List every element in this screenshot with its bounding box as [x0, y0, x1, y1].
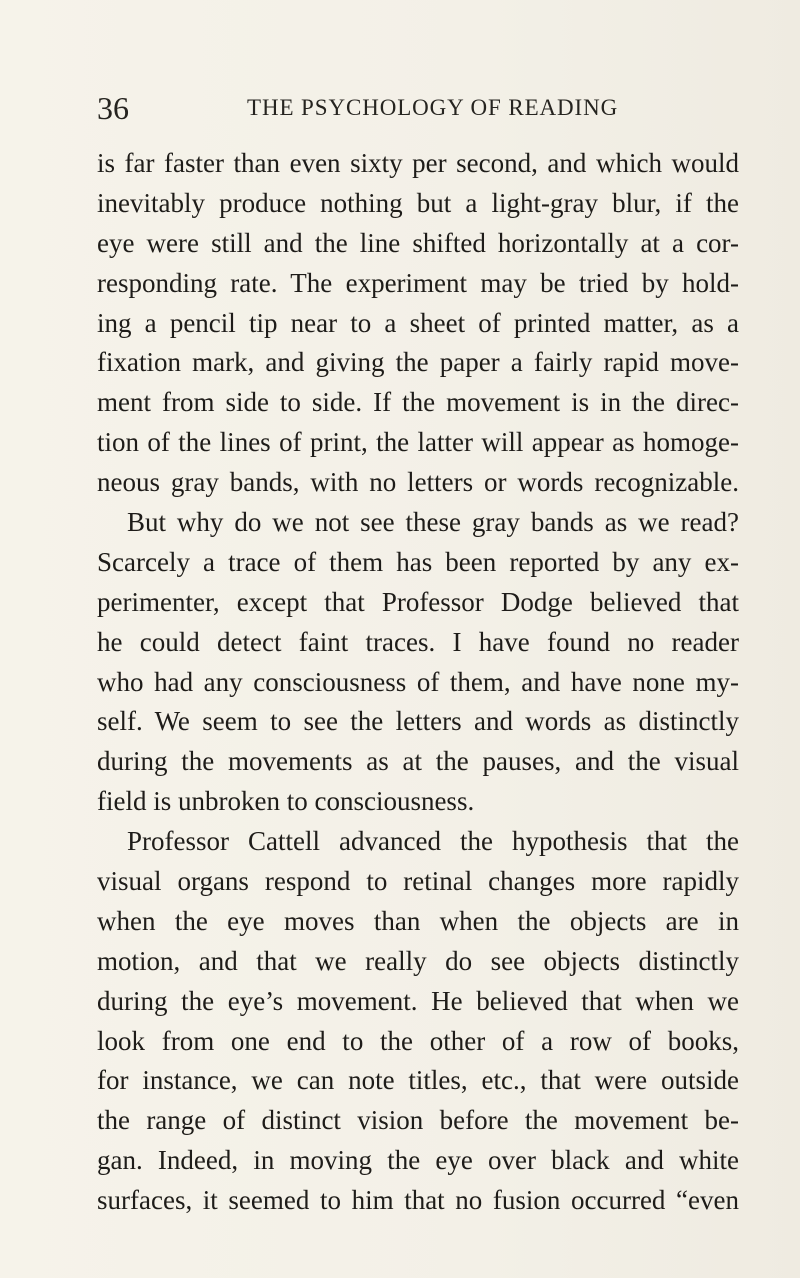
text-line: when the eye moves than when the objects are in: [97, 905, 739, 936]
text-line: for instance, we can note titles, etc., that were outside: [97, 1065, 739, 1096]
text-line: ing a pencil tip near to a sheet of printed matter, as a: [97, 307, 739, 338]
body-text: [97, 144, 739, 1221]
text-line: visual organs respond to retinal changes more rapidly: [97, 866, 739, 897]
running-head: THE PSYCHOLOGY OF READING: [247, 95, 619, 120]
text-line: during the eye’s movement. He believed that when we: [97, 985, 739, 1016]
page-number: 36: [97, 90, 129, 126]
text-line: Professor Cattell advanced the hypothesis that the: [127, 826, 739, 857]
text-line: inevitably produce nothing but a light-gray blur, if the: [97, 187, 739, 218]
text-line: surfaces, it seemed to him that no fusion occurred “even: [97, 1185, 739, 1216]
text-line: the range of distinct vision before the movement be-: [97, 1105, 739, 1136]
text-line: ment from side to side. If the movement is in the direc-: [97, 387, 739, 418]
text-line: Scarcely a trace of them has been reported by any ex-: [97, 546, 739, 577]
text-line: gan. Indeed, in moving the eye over black and white: [97, 1145, 739, 1176]
text-line: perimenter, except that Professor Dodge believed that: [97, 586, 739, 617]
text-line: responding rate. The experiment may be tried by hold-: [97, 267, 739, 298]
text-line: self. We seem to see the letters and words as distinctly: [97, 706, 739, 737]
text-line: eye were still and the line shifted horizontally at a cor-: [97, 227, 739, 258]
text-line: during the movements as at the pauses, and the visual: [97, 746, 739, 777]
text-line: look from one end to the other of a row of books,: [97, 1025, 739, 1056]
text-line: he could detect faint traces. I have found no reader: [97, 626, 739, 657]
text-line: is far faster than even sixty per second, and which would: [97, 148, 739, 178]
text-line: motion, and that we really do see objects distinctly: [97, 945, 739, 976]
text-line: field is unbroken to consciousness.: [97, 786, 475, 817]
text-line: neous gray bands, with no letters or words recognizable.: [97, 467, 739, 498]
text-line: fixation mark, and giving the paper a fairly rapid move-: [97, 347, 739, 378]
page-header: [97, 88, 707, 128]
text-line: But why do we not see these gray bands as we read?: [127, 507, 739, 538]
text-line: tion of the lines of print, the latter will appear as homoge-: [97, 427, 739, 458]
text-line: who had any consciousness of them, and have none my-: [97, 666, 739, 697]
